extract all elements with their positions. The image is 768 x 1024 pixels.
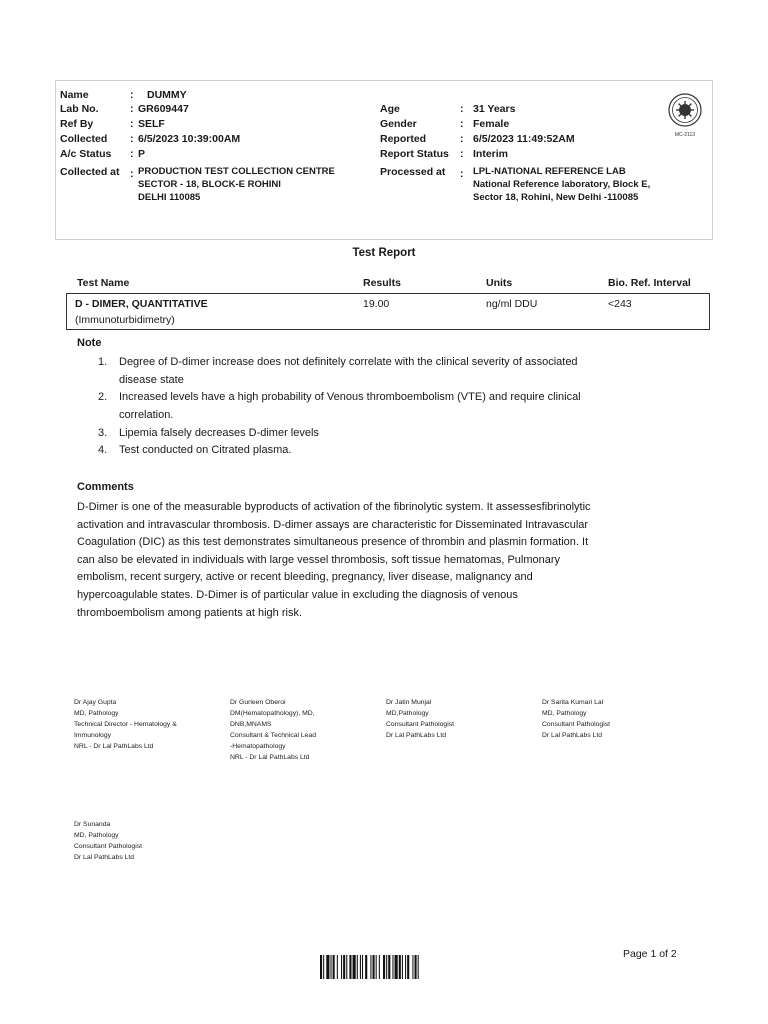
collected-value: 6/5/2023 10:39:00AM	[138, 133, 241, 145]
note-line: Test conducted on Citrated plasma.	[119, 444, 292, 456]
doctor-signature-block	[386, 697, 454, 741]
accreditation-seal-icon	[665, 92, 705, 142]
header-units: Units	[486, 277, 513, 289]
note-number: 2.	[98, 391, 108, 403]
comment-line: can also be elevated in individuals with large vessel thrombosis, soft tissue hematomas, Pulmonary	[77, 553, 561, 566]
address-line: PRODUCTION TEST COLLECTION CENTRE	[138, 166, 335, 177]
header-results: Results	[363, 277, 401, 289]
note-text	[119, 389, 639, 424]
barcode-bar	[326, 955, 329, 979]
report-status-label: Report Status	[380, 148, 449, 160]
note-text	[119, 425, 639, 443]
doctor-detail: Consultant Pathologist	[386, 721, 455, 728]
barcode-bar	[349, 955, 351, 979]
doctor-detail: Dr Lal PathLabs Ltd	[542, 732, 603, 739]
colon: :	[460, 133, 464, 145]
note-line: Lipemia falsely decreases D-dimer levels	[119, 427, 319, 439]
result-interval: <243	[608, 298, 632, 310]
comments-heading: Comments	[77, 481, 134, 493]
barcode-bar	[399, 955, 401, 979]
result-value: 19.00	[363, 298, 390, 310]
report-status-row	[380, 148, 509, 161]
age-row	[380, 103, 516, 116]
doctor-detail: Dr Lal PathLabs Ltd	[386, 732, 447, 739]
barcode-bar	[323, 955, 324, 979]
barcode-bar	[353, 955, 356, 979]
barcode-bar	[320, 955, 322, 979]
doctor-detail: Consultant Pathologist	[542, 721, 611, 728]
colon: :	[130, 168, 134, 180]
ac-status-value: P	[138, 148, 146, 160]
doctor-detail: MD,Pathology	[386, 710, 429, 717]
barcode-bar	[402, 955, 403, 979]
doctor-name: Dr Sunanda	[74, 821, 111, 828]
comment-line: embolism, recent surgery, active or recent bleeding, pregnancy, liver disease, malignancy and	[77, 571, 533, 584]
barcode-bar	[370, 955, 371, 979]
ac-status-label: A/c Status	[60, 148, 112, 160]
barcode-bar	[373, 955, 375, 979]
doctor-signature-block	[542, 697, 610, 741]
barcode-bar	[412, 955, 413, 979]
lab-no-row	[60, 103, 189, 116]
barcode-bar	[386, 955, 387, 979]
doctor-detail: Consultant Pathologist	[74, 843, 143, 850]
address-line: LPL-NATIONAL REFERENCE LAB	[473, 166, 626, 177]
comment-line: hypercoagulable states. D-Dimer is of particular value in excluding the diagnosis of venous	[77, 588, 518, 601]
doctor-detail: Dr Lal PathLabs Ltd	[74, 854, 135, 861]
barcode-bar	[360, 955, 361, 979]
doctor-signature-block	[74, 819, 142, 863]
lab-no-label: Lab No.	[60, 103, 99, 115]
doctor-name: Dr Gurleen Oberoi	[230, 699, 286, 706]
reported-row	[380, 133, 575, 146]
ac-status-row	[60, 148, 146, 161]
barcode-bar	[395, 955, 398, 979]
collected-at-row	[60, 166, 134, 180]
colon: :	[130, 103, 134, 115]
doctor-detail: MD, Pathology	[74, 710, 119, 717]
header-test-name: Test Name	[77, 277, 130, 289]
note-text	[119, 354, 639, 389]
address-line: Sector 18, Rohini, New Delhi -110085	[473, 192, 639, 203]
comment-line: D-Dimer is one of the measurable byproducts of activation of the fibrinolytic system. It assessesfibrinolytic	[77, 501, 591, 513]
address-line: DELHI 110085	[138, 192, 201, 203]
barcode-bar	[388, 955, 390, 979]
comment-line: Coagulation (DIC) as this test demonstrates simultaneous presence of thrombin and plasmin formation. It	[77, 536, 589, 549]
patient-name: DUMMY	[147, 89, 187, 101]
note-line: disease state	[119, 373, 184, 386]
barcode-icon	[320, 955, 460, 979]
reported-label: Reported	[380, 133, 427, 145]
result-units: ng/ml DDU	[486, 298, 538, 310]
colon: :	[460, 168, 464, 180]
doctor-detail: MD, Pathology	[542, 710, 587, 717]
barcode-bar	[415, 955, 417, 979]
barcode-bar	[376, 955, 377, 979]
age-label: Age	[380, 103, 400, 115]
ref-by-row	[60, 118, 165, 131]
seal-code: MC-2113	[674, 132, 696, 138]
colon: :	[460, 148, 464, 160]
note-item	[98, 354, 638, 389]
doctor-detail: NRL - Dr Lal PathLabs Ltd	[74, 743, 154, 750]
barcode-bar	[407, 955, 409, 979]
ref-by-label: Ref By	[60, 118, 94, 130]
note-line: correlation.	[119, 408, 174, 421]
doctor-signature-block	[74, 697, 177, 752]
note-line: Increased levels have a high probability of Venous thromboembolism (VTE) and require clinical	[119, 391, 581, 403]
page-number: Page 1 of 2	[623, 948, 677, 960]
note-line: Degree of D-dimer increase does not definitely correlate with the clinical severity of associated	[119, 356, 578, 368]
address-line: National Reference laboratory, Block E,	[473, 179, 651, 190]
collected-label: Collected	[60, 133, 108, 145]
barcode-bar	[392, 955, 393, 979]
colon: :	[130, 118, 134, 130]
ref-by-value: SELF	[138, 118, 165, 130]
doctor-detail: NRL - Dr Lal PathLabs Ltd	[230, 754, 310, 761]
note-text	[119, 442, 639, 460]
collected-row	[60, 133, 241, 146]
gender-value: Female	[473, 118, 510, 130]
barcode-bar	[365, 955, 367, 979]
barcode-bar	[343, 955, 345, 979]
barcode-bar	[418, 955, 419, 979]
note-item	[98, 389, 638, 424]
comment-line: thromboembolism among patients at high risk.	[77, 606, 302, 619]
colon: :	[130, 148, 134, 160]
doctor-name: Dr Jatin Munjal	[386, 699, 432, 706]
barcode-bar	[341, 955, 342, 979]
gender-label: Gender	[380, 118, 417, 130]
doctor-name: Dr Sarita Kumari Lal	[542, 699, 604, 706]
age-value: 31 Years	[473, 103, 516, 115]
doctor-detail: Technical Director - Hematology &	[74, 721, 177, 728]
colon: :	[130, 89, 134, 101]
gender-row	[380, 118, 510, 131]
name-row	[60, 89, 187, 102]
note-heading: Note	[77, 337, 102, 349]
doctor-detail: DM(Hematopathology), MD,	[230, 710, 315, 717]
barcode-bar	[333, 955, 335, 979]
comment-line: activation and intravascular thrombosis. D-dimer assays are characteristic for Disseminated Intravascular	[77, 518, 589, 531]
note-item	[98, 425, 638, 443]
comments-body	[77, 499, 637, 622]
colon: :	[460, 118, 464, 130]
processed-at-row	[380, 166, 464, 180]
barcode-bar	[362, 955, 363, 979]
colon: :	[460, 103, 464, 115]
lab-no-value: GR609447	[138, 103, 189, 115]
barcode-bar	[379, 955, 380, 979]
doctor-detail: MD, Pathology	[74, 832, 119, 839]
collected-at-label: Collected at	[60, 166, 120, 178]
note-number: 1.	[98, 356, 108, 368]
colon: :	[130, 133, 134, 145]
report-status-value: Interim	[473, 148, 509, 160]
barcode-bar	[337, 955, 338, 979]
test-name: D - DIMER, QUANTITATIVE	[75, 298, 208, 310]
note-number: 3.	[98, 427, 108, 439]
test-method: (Immunoturbidimetry)	[75, 314, 175, 326]
doctor-detail: -Hematopathology	[230, 743, 286, 750]
barcode-bar	[383, 955, 385, 979]
barcode-bar	[331, 955, 332, 979]
barcode-bar	[357, 955, 358, 979]
doctor-signature-block	[230, 697, 316, 763]
barcode-bar	[405, 955, 406, 979]
header-interval: Bio. Ref. Interval	[608, 277, 691, 289]
address-line: SECTOR - 18, BLOCK-E ROHINI	[138, 179, 281, 190]
report-title: Test Report	[352, 247, 416, 259]
name-label: Name	[60, 89, 89, 101]
doctor-detail: Consultant & Technical Lead	[230, 732, 317, 739]
doctor-detail: Immunology	[74, 732, 112, 739]
processed-at-label: Processed at	[380, 166, 446, 178]
barcode-bar	[346, 955, 347, 979]
note-item	[98, 442, 638, 460]
note-number: 4.	[98, 444, 108, 456]
doctor-name: Dr Ajay Gupta	[74, 699, 117, 706]
reported-value: 6/5/2023 11:49:52AM	[473, 133, 575, 145]
processed-at-address	[473, 165, 650, 204]
doctor-detail: DNB,MNAMS	[230, 721, 272, 728]
collected-at-address	[138, 165, 335, 204]
